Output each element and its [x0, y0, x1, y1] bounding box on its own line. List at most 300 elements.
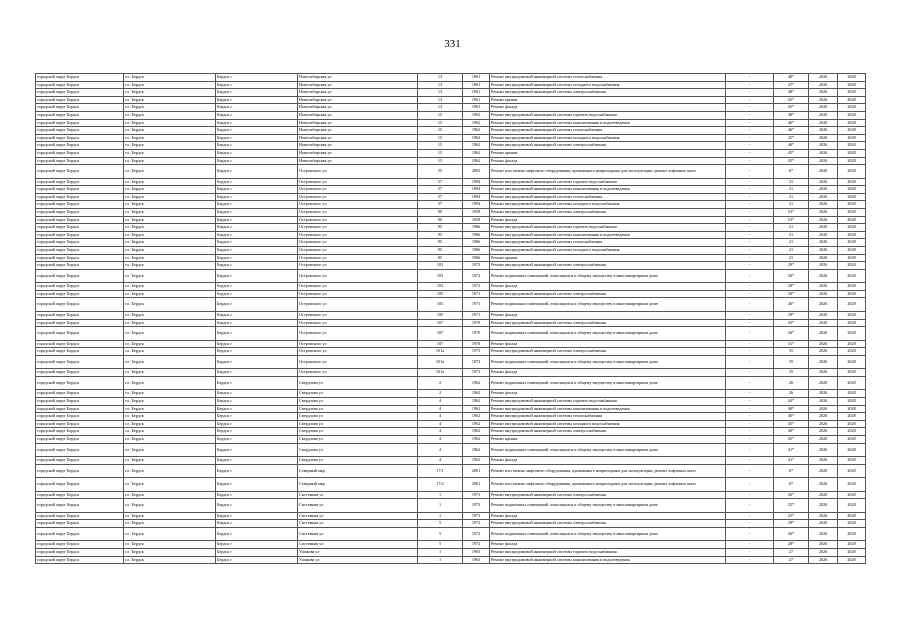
table-cell-locality: Бердск г [216, 224, 298, 232]
table-cell-locality: Бердск г [216, 216, 298, 224]
table-cell-house: 101а [418, 355, 463, 369]
table-cell-value: 31 [774, 193, 809, 201]
table-cell-work: Ремонт внутридомовой инженерной системы электроснабжения [490, 520, 726, 528]
table-cell-house: 4 [418, 398, 463, 406]
table-cell-end: 2028 [838, 74, 866, 82]
table-cell-work: Ремонт внутридомовой инженерной системы горячего водоснабжения [490, 178, 726, 186]
table-cell-house: 101а [418, 348, 463, 356]
table-cell-end: 2028 [838, 355, 866, 369]
table-cell-dash: - [726, 134, 774, 142]
table-cell-start: 2026 [809, 142, 838, 150]
table-row [36, 499, 866, 513]
table-row [36, 298, 866, 312]
table-row [36, 283, 866, 291]
table-cell-house: 101а [418, 369, 463, 377]
table-cell-start: 2026 [809, 201, 838, 209]
table-cell-locality: Бердск г [216, 269, 298, 283]
table-cell-settlement: г.о. Бердск [124, 178, 216, 186]
table-cell-house: 4 [418, 435, 463, 443]
table-cell-municipality: городской округ Бердск [36, 231, 124, 239]
table-cell-municipality: городской округ Бердск [36, 149, 124, 157]
table-cell-street: Свердлова ул [298, 420, 418, 428]
table-cell-value: 46* [774, 119, 809, 127]
table-row [36, 74, 866, 82]
table-cell-locality: Бердск г [216, 556, 298, 564]
table-cell-settlement: г.о. Бердск [124, 283, 216, 291]
table-cell-year: 1973 [463, 499, 490, 513]
table-cell-work: Ремонт подвальных помещений, относящихся к общему имуществу в многоквартирном доме [490, 499, 726, 513]
table-cell-dash: - [726, 413, 774, 421]
table-cell-locality: Бердск г [216, 355, 298, 369]
table-cell-value: 21 [774, 239, 809, 247]
table-row [36, 541, 866, 549]
table-row [36, 81, 866, 89]
table-cell-dash: - [726, 165, 774, 179]
table-cell-locality: Бердск г [216, 193, 298, 201]
table-cell-year: 1994 [463, 178, 490, 186]
table-cell-locality: Бердск г [216, 104, 298, 112]
table-cell-locality: Бердск г [216, 348, 298, 356]
table-cell-year: 1963 [463, 556, 490, 564]
table-row [36, 134, 866, 142]
table-cell-end: 2028 [838, 478, 866, 492]
table-cell-value: 26* [774, 298, 809, 312]
table-cell-municipality: городской округ Бердск [36, 157, 124, 165]
table-cell-dash: - [726, 340, 774, 348]
table-cell-value: 45* [774, 157, 809, 165]
table-cell-year: 1972 [463, 527, 490, 541]
table-cell-municipality: городской округ Бердск [36, 420, 124, 428]
table-cell-year: 1962 [463, 435, 490, 443]
table-row [36, 348, 866, 356]
table-cell-start: 2026 [809, 311, 838, 319]
table-cell-settlement: г.о. Бердск [124, 413, 216, 421]
table-cell-street: Островского ул [298, 327, 418, 341]
table-cell-value: 30* [774, 290, 809, 298]
table-cell-dash: - [726, 74, 774, 82]
table-cell-dash: - [726, 111, 774, 119]
table-cell-end: 2028 [838, 512, 866, 520]
table-cell-settlement: г.о. Бердск [124, 149, 216, 157]
table-cell-dash: - [726, 520, 774, 528]
table-cell-start: 2026 [809, 420, 838, 428]
table-cell-settlement: г.о. Бердск [124, 165, 216, 179]
table-cell-locality: Бердск г [216, 520, 298, 528]
table-cell-start: 2026 [809, 398, 838, 406]
table-cell-street: Островского ул [298, 224, 418, 232]
table-cell-start: 2026 [809, 149, 838, 157]
table-cell-street: Системная ул [298, 512, 418, 520]
table-cell-street: Системная ул [298, 520, 418, 528]
table-cell-year: 1963 [463, 549, 490, 557]
table-cell-street: Островского ул [298, 290, 418, 298]
table-cell-locality: Бердск г [216, 209, 298, 217]
table-cell-start: 2026 [809, 443, 838, 457]
table-cell-street: Островского ул [298, 283, 418, 291]
table-row [36, 119, 866, 127]
table-cell-work: Ремонт крыши [490, 149, 726, 157]
table-cell-start: 2026 [809, 340, 838, 348]
table-cell-municipality: городской округ Бердск [36, 216, 124, 224]
table-cell-end: 2028 [838, 376, 866, 390]
table-cell-year: 2001 [463, 464, 490, 478]
table-cell-settlement: г.о. Бердск [124, 231, 216, 239]
table-cell-end: 2028 [838, 231, 866, 239]
table-cell-settlement: г.о. Бердск [124, 376, 216, 390]
table-cell-street: Островского ул [298, 246, 418, 254]
table-cell-end: 2028 [838, 464, 866, 478]
table-cell-end: 2028 [838, 327, 866, 341]
table-cell-house: 90 [418, 209, 463, 217]
table-cell-value: 48* [774, 74, 809, 82]
table-cell-municipality: городской округ Бердск [36, 201, 124, 209]
table-cell-settlement: г.о. Бердск [124, 290, 216, 298]
table-cell-start: 2026 [809, 89, 838, 97]
table-cell-locality: Бердск г [216, 283, 298, 291]
table-cell-locality: Бердск г [216, 74, 298, 82]
table-cell-dash: - [726, 405, 774, 413]
table-cell-dash: - [726, 283, 774, 291]
table-cell-work: Ремонт фасада [490, 512, 726, 520]
table-cell-value: 46* [774, 142, 809, 150]
table-cell-work: Ремонт внутридомовой инженерной системы теплоснабжения [490, 193, 726, 201]
table-cell-dash: - [726, 327, 774, 341]
table-row [36, 413, 866, 421]
table-cell-dash: - [726, 269, 774, 283]
table-cell-house: 2 [418, 390, 463, 398]
table-cell-work: Ремонт внутридомовой инженерной системы электроснабжения [490, 319, 726, 327]
table-cell-street: Островского ул [298, 254, 418, 262]
table-cell-year: 1971 [463, 311, 490, 319]
table-cell-municipality: городской округ Бердск [36, 520, 124, 528]
table-cell-settlement: г.о. Бердск [124, 254, 216, 262]
table-row [36, 231, 866, 239]
table-cell-settlement: г.о. Бердск [124, 216, 216, 224]
table-cell-end: 2028 [838, 556, 866, 564]
table-cell-locality: Бердск г [216, 165, 298, 179]
table-cell-municipality: городской округ Бердск [36, 96, 124, 104]
table-cell-year: 1973 [463, 512, 490, 520]
table-cell-year: 1994 [463, 186, 490, 194]
table-cell-start: 2026 [809, 81, 838, 89]
table-cell-year: 1970 [463, 319, 490, 327]
table-cell-year: 1971 [463, 298, 490, 312]
table-cell-municipality: городской округ Бердск [36, 428, 124, 436]
table-cell-house: 105 [418, 311, 463, 319]
table-row [36, 127, 866, 135]
table-cell-year: 1961 [463, 89, 490, 97]
table-cell-start: 2026 [809, 327, 838, 341]
table-cell-work: Ремонт или замена лифтового оборудования, признанного непригодным для эксплуатации, ремонт лифтовых шахт [490, 464, 726, 478]
table-cell-locality: Бердск г [216, 127, 298, 135]
table-row [36, 89, 866, 97]
table-cell-work: Ремонт внутридомовой инженерной системы теплоснабжения [490, 239, 726, 247]
table-cell-settlement: г.о. Бердск [124, 224, 216, 232]
table-cell-locality: Бердск г [216, 464, 298, 478]
table-cell-start: 2026 [809, 541, 838, 549]
table-cell-year: 1971 [463, 290, 490, 298]
table-cell-settlement: г.о. Бердск [124, 478, 216, 492]
table-row [36, 111, 866, 119]
table-cell-year: 1972 [463, 520, 490, 528]
table-cell-street: Свердлова ул [298, 398, 418, 406]
table-cell-end: 2028 [838, 186, 866, 194]
table-cell-work: Ремонт фасада [490, 216, 726, 224]
table-cell-street: Ушакова ул [298, 556, 418, 564]
table-cell-end: 2028 [838, 157, 866, 165]
table-cell-end: 2028 [838, 443, 866, 457]
table-cell-municipality: городской округ Бердск [36, 491, 124, 499]
table-cell-settlement: г.о. Бердск [124, 556, 216, 564]
table-cell-street: Новосибирская ул [298, 157, 418, 165]
table-cell-value: 35 [774, 355, 809, 369]
table-cell-locality: Бердск г [216, 157, 298, 165]
table-cell-house: 95 [418, 254, 463, 262]
table-cell-municipality: городской округ Бердск [36, 104, 124, 112]
table-cell-value: 48* [774, 89, 809, 97]
table-cell-start: 2026 [809, 405, 838, 413]
table-cell-settlement: г.о. Бердск [124, 119, 216, 127]
table-cell-house: 4 [418, 405, 463, 413]
table-cell-locality: Бердск г [216, 119, 298, 127]
table-cell-end: 2028 [838, 111, 866, 119]
table-cell-street: Островского ул [298, 355, 418, 369]
table-cell-dash: - [726, 157, 774, 165]
table-cell-end: 2028 [838, 435, 866, 443]
table-cell-locality: Бердск г [216, 239, 298, 247]
table-cell-work: Ремонт внутридомовой инженерной системы электроснабжения [490, 89, 726, 97]
table-cell-settlement: г.о. Бердск [124, 443, 216, 457]
table-row [36, 327, 866, 341]
table-cell-dash: - [726, 376, 774, 390]
table-cell-locality: Бердск г [216, 398, 298, 406]
table-cell-dash: - [726, 499, 774, 513]
table-cell-municipality: городской округ Бердск [36, 269, 124, 283]
table-cell-value: 31 [774, 186, 809, 194]
table-cell-start: 2026 [809, 269, 838, 283]
table-row [36, 149, 866, 157]
table-cell-municipality: городской округ Бердск [36, 246, 124, 254]
table-cell-settlement: г.о. Бердск [124, 89, 216, 97]
table-cell-municipality: городской округ Бердск [36, 376, 124, 390]
table-cell-value: 40* [774, 405, 809, 413]
table-cell-locality: Бердск г [216, 178, 298, 186]
table-cell-year: 1994 [463, 201, 490, 209]
table-cell-year: 1966 [463, 239, 490, 247]
table-cell-dash: - [726, 298, 774, 312]
table-cell-locality: Бердск г [216, 298, 298, 312]
table-cell-house: 1 [418, 512, 463, 520]
table-row [36, 290, 866, 298]
table-cell-locality: Бердск г [216, 327, 298, 341]
table-cell-value: 46* [774, 413, 809, 421]
table-cell-locality: Бердск г [216, 549, 298, 557]
table-cell-dash: - [726, 193, 774, 201]
table-cell-value: 26* [774, 491, 809, 499]
table-cell-dash: - [726, 96, 774, 104]
table-row [36, 157, 866, 165]
table-cell-year: 1961 [463, 81, 490, 89]
table-cell-settlement: г.о. Бердск [124, 74, 216, 82]
table-cell-street: Свердлова ул [298, 443, 418, 457]
table-cell-locality: Бердск г [216, 81, 298, 89]
table-cell-house: 15 [418, 127, 463, 135]
table-cell-house: 1 [418, 556, 463, 564]
table-cell-locality: Бердск г [216, 254, 298, 262]
table-cell-work: Ремонт крыши [490, 96, 726, 104]
table-cell-house: 103 [418, 269, 463, 283]
table-cell-end: 2028 [838, 369, 866, 377]
table-cell-locality: Бердск г [216, 246, 298, 254]
table-cell-settlement: г.о. Бердск [124, 193, 216, 201]
table-cell-end: 2028 [838, 428, 866, 436]
table-cell-street: Новосибирская ул [298, 89, 418, 97]
table-cell-end: 2028 [838, 134, 866, 142]
table-cell-start: 2026 [809, 520, 838, 528]
table-cell-street: Островского ул [298, 348, 418, 356]
table-cell-start: 2026 [809, 491, 838, 499]
table-row [36, 178, 866, 186]
table-cell-end: 2028 [838, 283, 866, 291]
table-cell-dash: - [726, 262, 774, 270]
table-cell-locality: Бердск г [216, 512, 298, 520]
table-cell-year: 1972 [463, 541, 490, 549]
table-cell-year: 1966 [463, 246, 490, 254]
table-cell-work: Ремонт фасада [490, 369, 726, 377]
table-cell-locality: Бердск г [216, 390, 298, 398]
table-cell-value: 31* [774, 340, 809, 348]
table-cell-house: 4 [418, 413, 463, 421]
table-cell-street: Островского ул [298, 165, 418, 179]
table-cell-locality: Бердск г [216, 478, 298, 492]
table-cell-locality: Бердск г [216, 428, 298, 436]
table-cell-settlement: г.о. Бердск [124, 491, 216, 499]
table-cell-dash: - [726, 209, 774, 217]
table-cell-work: Ремонт подвальных помещений, относящихся к общему имуществу в многоквартирном доме [490, 327, 726, 341]
table-cell-settlement: г.о. Бердск [124, 142, 216, 150]
table-row [36, 104, 866, 112]
table-cell-work: Ремонт внутридомовой инженерной системы холодного водоснабжения [490, 246, 726, 254]
table-cell-settlement: г.о. Бердск [124, 104, 216, 112]
table-cell-value: 29* [774, 520, 809, 528]
table-cell-house: 13 [418, 104, 463, 112]
table-row [36, 478, 866, 492]
table-cell-work: Ремонт внутридомовой инженерной системы электроснабжения [490, 142, 726, 150]
table-cell-value: 6* [774, 478, 809, 492]
table-cell-end: 2028 [838, 290, 866, 298]
table-cell-municipality: городской округ Бердск [36, 512, 124, 520]
table-row [36, 398, 866, 406]
table-cell-street: Свердлова ул [298, 457, 418, 465]
table-cell-locality: Бердск г [216, 340, 298, 348]
table-row [36, 376, 866, 390]
table-cell-locality: Бердск г [216, 149, 298, 157]
table-cell-house: 13 [418, 74, 463, 82]
table-cell-end: 2028 [838, 224, 866, 232]
table-cell-value: 27 [774, 556, 809, 564]
table-cell-municipality: городской округ Бердск [36, 311, 124, 319]
table-cell-locality: Бердск г [216, 405, 298, 413]
table-cell-end: 2028 [838, 491, 866, 499]
table-cell-dash: - [726, 491, 774, 499]
table-cell-locality: Бердск г [216, 231, 298, 239]
table-cell-start: 2026 [809, 254, 838, 262]
table-cell-year: 2001 [463, 478, 490, 492]
table-cell-value: 25* [774, 499, 809, 513]
table-cell-settlement: г.о. Бердск [124, 435, 216, 443]
table-cell-municipality: городской округ Бердск [36, 527, 124, 541]
table-row [36, 254, 866, 262]
table-cell-house: 4 [418, 457, 463, 465]
table-cell-value: 45* [774, 420, 809, 428]
table-cell-value: 45* [774, 104, 809, 112]
table-cell-end: 2028 [838, 209, 866, 217]
table-cell-street: Островского ул [298, 216, 418, 224]
table-cell-value: 47* [774, 81, 809, 89]
table-cell-value: 41* [774, 457, 809, 465]
table-cell-end: 2028 [838, 239, 866, 247]
table-cell-dash: - [726, 319, 774, 327]
table-cell-work: Ремонт или замена лифтового оборудования, признанного непригодным для эксплуатации, ремонт лифтовых шахт [490, 165, 726, 179]
table-cell-municipality: городской округ Бердск [36, 355, 124, 369]
table-cell-locality: Бердск г [216, 262, 298, 270]
table-cell-start: 2026 [809, 246, 838, 254]
table-cell-value: 45* [774, 149, 809, 157]
table-cell-locality: Бердск г [216, 491, 298, 499]
table-cell-settlement: г.о. Бердск [124, 499, 216, 513]
table-cell-year: 1973 [463, 491, 490, 499]
table-cell-value: 40* [774, 428, 809, 436]
table-cell-house: 105 [418, 290, 463, 298]
table-row [36, 209, 866, 217]
table-cell-dash: - [726, 246, 774, 254]
table-row [36, 464, 866, 478]
table-cell-dash: - [726, 549, 774, 557]
table-cell-municipality: городской округ Бердск [36, 435, 124, 443]
table-cell-work: Ремонт фасада [490, 283, 726, 291]
table-row [36, 186, 866, 194]
table-cell-year: 1962 [463, 428, 490, 436]
table-cell-settlement: г.о. Бердск [124, 269, 216, 283]
table-cell-dash: - [726, 201, 774, 209]
table-cell-work: Ремонт или замена лифтового оборудования, признанного непригодным для эксплуатации, ремонт лифтовых шахт [490, 478, 726, 492]
table-cell-street: Новосибирская ул [298, 127, 418, 135]
table-cell-municipality: городской округ Бердск [36, 390, 124, 398]
table-cell-start: 2026 [809, 262, 838, 270]
table-cell-street: Новосибирская ул [298, 119, 418, 127]
table-cell-start: 2026 [809, 290, 838, 298]
table-cell-end: 2028 [838, 96, 866, 104]
table-cell-street: Островского ул [298, 178, 418, 186]
table-cell-work: Ремонт внутридомовой инженерной системы горячего водоснабжения [490, 111, 726, 119]
table-cell-house: 57 [418, 186, 463, 194]
table-cell-year: 1962 [463, 142, 490, 150]
table-cell-dash: - [726, 142, 774, 150]
table-cell-house: 15 [418, 149, 463, 157]
table-cell-end: 2028 [838, 527, 866, 541]
table-row [36, 428, 866, 436]
table-cell-municipality: городской округ Бердск [36, 398, 124, 406]
table-cell-dash: - [726, 457, 774, 465]
table-cell-municipality: городской округ Бердск [36, 178, 124, 186]
table-cell-end: 2028 [838, 499, 866, 513]
table-cell-work: Ремонт подвальных помещений, относящихся к общему имуществу в многоквартирном доме [490, 527, 726, 541]
table-cell-house: 5 [418, 541, 463, 549]
table-cell-year: 1962 [463, 457, 490, 465]
table-cell-street: Свердлова ул [298, 376, 418, 390]
table-cell-value: 26* [774, 327, 809, 341]
table-cell-municipality: городской округ Бердск [36, 464, 124, 478]
